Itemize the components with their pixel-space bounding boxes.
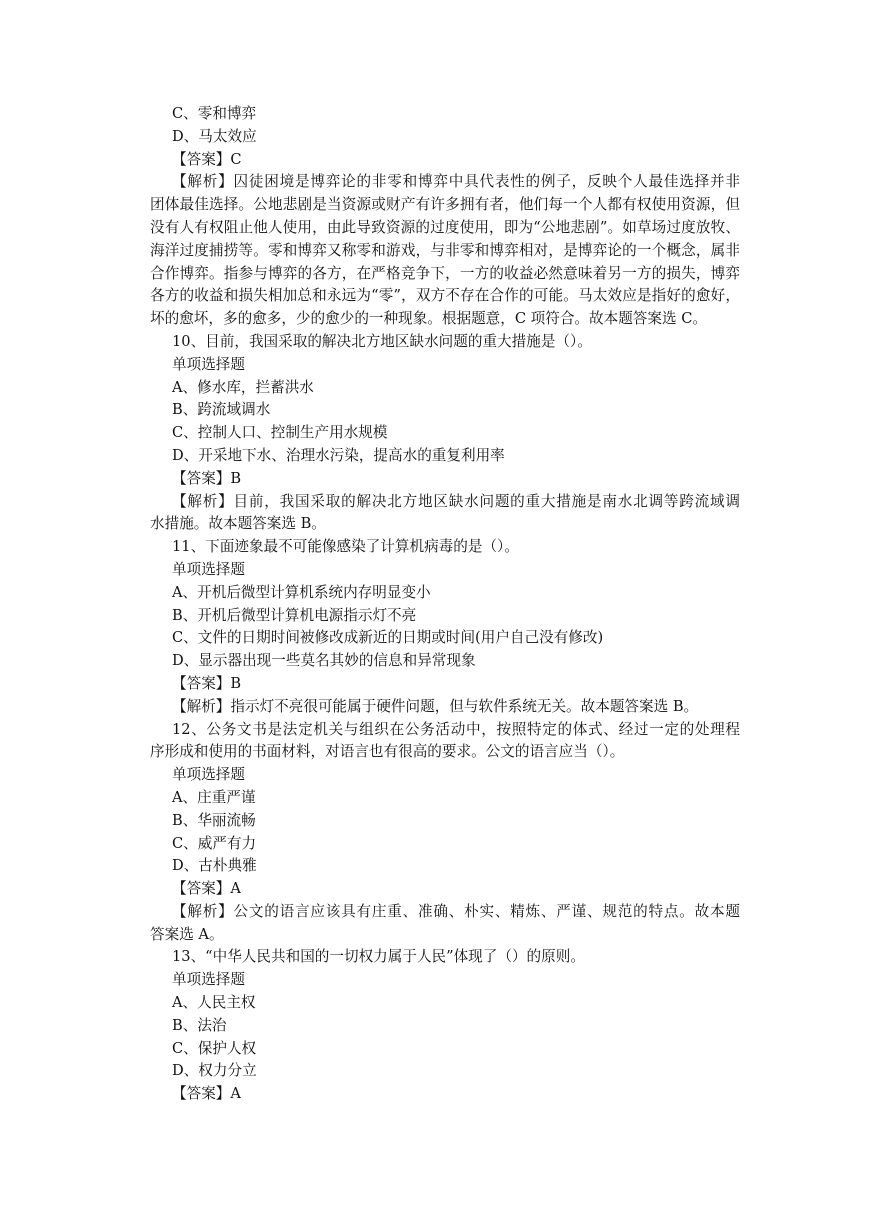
text-line: 【答案】C xyxy=(172,150,242,168)
text-line: C、保护人权 xyxy=(172,1039,257,1057)
paragraph xyxy=(150,491,740,537)
text-line: 【答案】B xyxy=(172,674,242,692)
paragraph-line: 12、公务文书是法定机关与组织在公务活动中，按照特定的体式、经过一定的处理程 xyxy=(172,720,740,738)
text-line: B、华丽流畅 xyxy=(172,811,256,829)
text-line: C、文件的日期时间被修改成新近的日期或时间(用户自己没有修改) xyxy=(172,629,604,647)
paragraph xyxy=(150,719,740,765)
text-line: 13、“中华人民共和国的一切权力属于人民”体现了（）的原则。 xyxy=(172,948,585,966)
paragraph-line: 序形成和使用的书面材料，对语言也有很高的要求。公文的语言应当（）。 xyxy=(150,743,625,761)
text-line: D、古朴典雅 xyxy=(172,857,257,875)
text-line: D、显示器出现一些莫名其妙的信息和异常现象 xyxy=(172,652,476,670)
text-line: 11、下面迹象最不可能像感染了计算机病毒的是（）。 xyxy=(172,538,519,556)
paragraph-line: 答案选 A。 xyxy=(150,925,224,943)
text-line: 单项选择题 xyxy=(172,560,245,578)
text-line: D、马太效应 xyxy=(172,127,257,145)
text-line: 【答案】A xyxy=(172,880,241,898)
paragraph-line: 海洋过度捕捞等。零和博弈又称零和游戏，与非零和博弈相对，是博弈论的一个概念，属非 xyxy=(150,241,740,259)
paragraph-line: 水措施。故本题答案选 B。 xyxy=(150,515,326,533)
text-line: C、控制人口、控制生产用水规模 xyxy=(172,424,388,442)
text-line: A、庄重严谨 xyxy=(172,788,256,806)
text-line: 10、目前，我国采取的解决北方地区缺水问题的重大措施是（）。 xyxy=(172,332,592,350)
text-line: B、法治 xyxy=(172,1016,227,1034)
paragraph-line: 坏的愈坏，多的愈多，少的愈少的一种现象。根据题意，C 项符合。故本题答案选 C。 xyxy=(150,310,707,328)
paragraph xyxy=(150,901,740,947)
text-line: A、开机后微型计算机系统内存明显变小 xyxy=(172,583,431,601)
text-line: 【答案】B xyxy=(172,469,242,487)
paragraph-line: 【解析】目前，我国采取的解决北方地区缺水问题的重大措施是南水北调等跨流域调 xyxy=(172,492,740,510)
text-line: B、开机后微型计算机电源指示灯不亮 xyxy=(172,606,417,624)
text-line: C、威严有力 xyxy=(172,834,257,852)
paragraph-line: 【解析】公文的语言应该具有庄重、准确、朴实、精炼、严谨、规范的特点。故本题 xyxy=(172,902,740,920)
text-line: D、权力分立 xyxy=(172,1062,257,1080)
text-line: 【答案】A xyxy=(172,1085,241,1103)
paragraph-line: 各方的收益和损失相加总和永远为“零”，双方不存在合作的可能。马太效应是指好的愈好， xyxy=(150,287,740,305)
paragraph-line: 合作博弈。指参与博弈的各方，在严格竞争下，一方的收益必然意味着另一方的损失，博弈 xyxy=(150,264,740,282)
text-line: 【解析】指示灯不亮很可能属于硬件问题，但与软件系统无关。故本题答案选 B。 xyxy=(172,697,699,715)
document-body xyxy=(150,103,740,1106)
paragraph xyxy=(150,171,740,331)
text-line: 单项选择题 xyxy=(172,766,245,784)
text-line: 单项选择题 xyxy=(172,355,245,373)
text-line: 单项选择题 xyxy=(172,971,245,989)
text-line: C、零和博弈 xyxy=(172,105,257,122)
text-line: B、跨流域调水 xyxy=(172,401,271,419)
text-line: D、开采地下水、治理水污染，提高水的重复利用率 xyxy=(172,446,505,464)
paragraph-line: 没有人有权阻止他人使用，由此导致资源的过度使用，即为“公地悲剧”。如草场过度放牧、 xyxy=(150,218,740,236)
text-line: A、修水库，拦蓄洪水 xyxy=(172,378,314,396)
paragraph-line: 团体最佳选择。公地悲剧是当资源或财产有许多拥有者，他们每一个人都有权使用资源，但 xyxy=(150,196,740,214)
text-line: A、人民主权 xyxy=(172,994,256,1012)
paragraph-line: 【解析】囚徒困境是博弈论的非零和博弈中具代表性的例子，反映个人最佳选择并非 xyxy=(172,173,740,191)
